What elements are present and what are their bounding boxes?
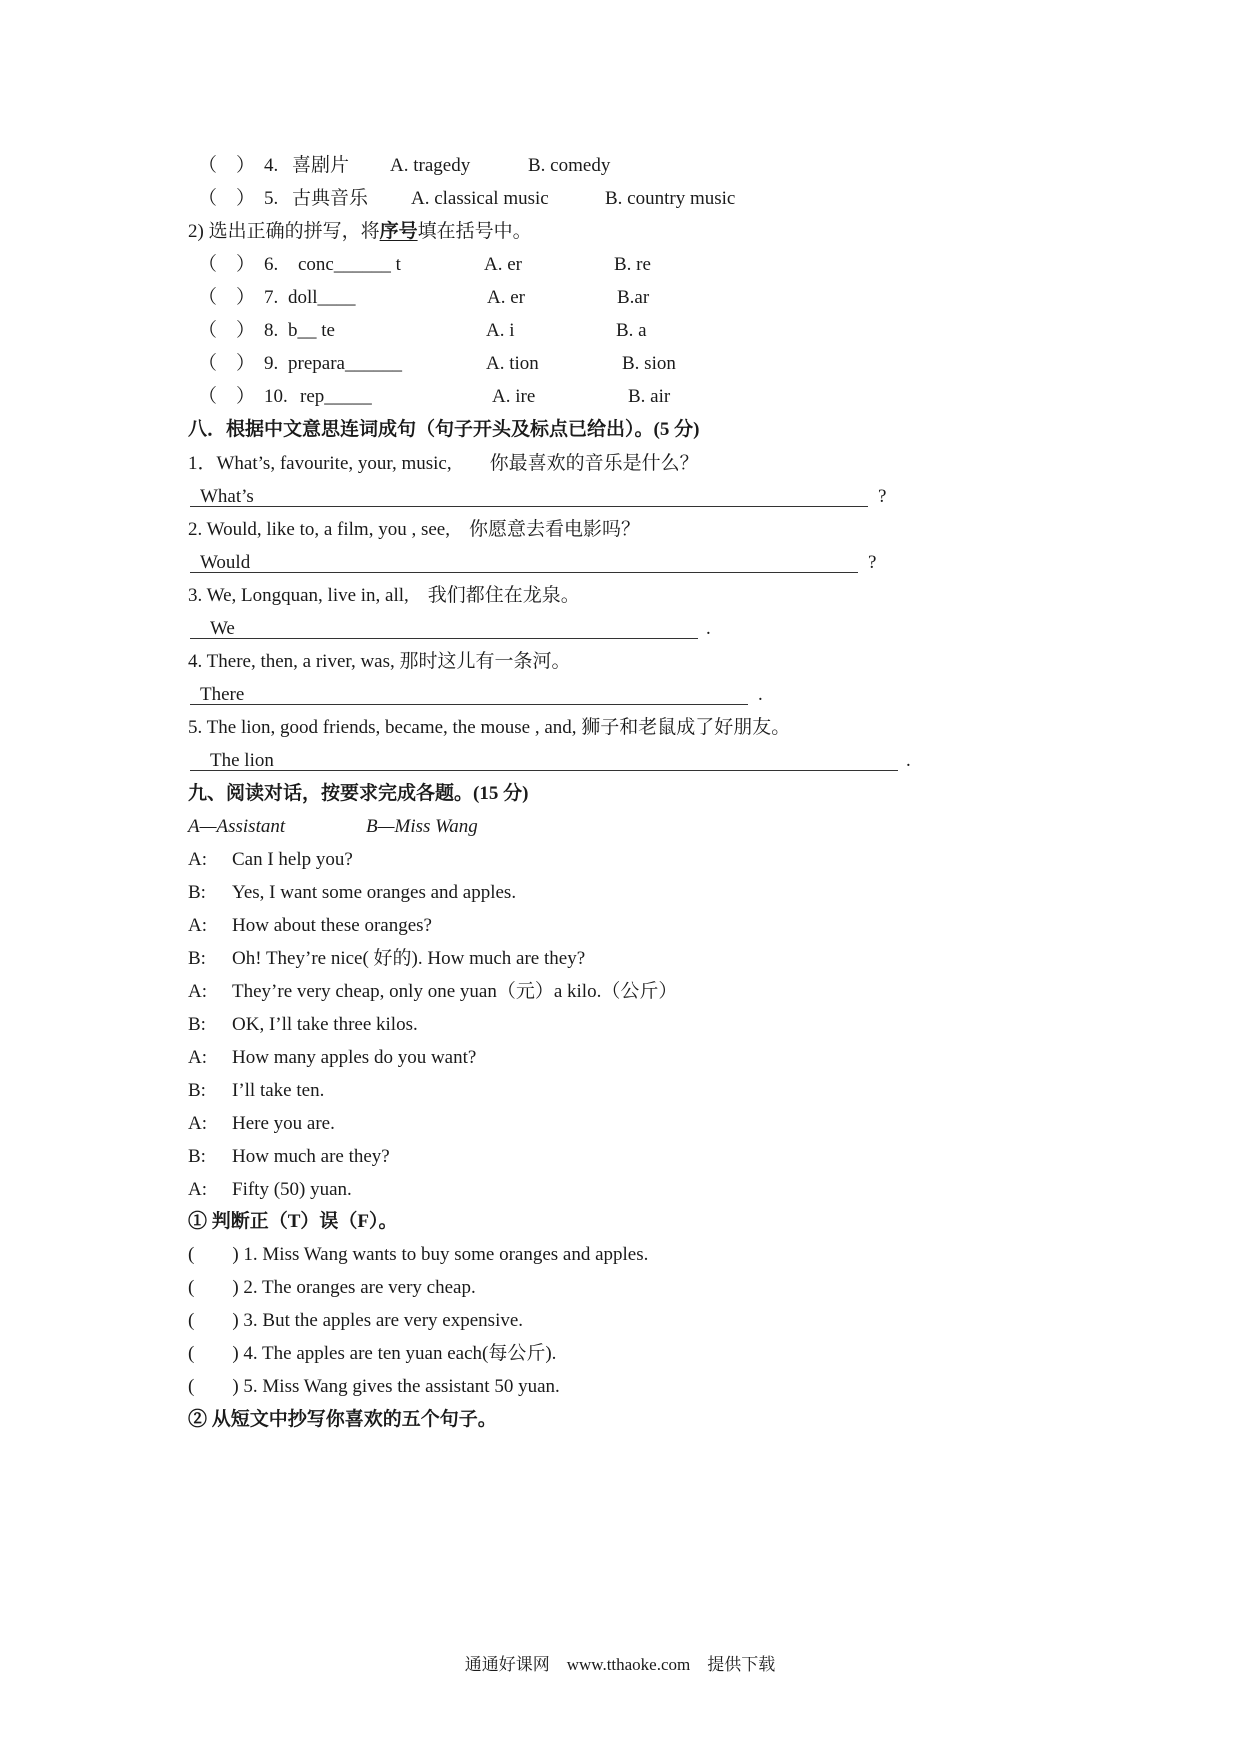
copy-title: ② 从短文中抄写你喜欢的五个句子。 <box>188 1409 497 1430</box>
option-b: B. re <box>614 254 651 275</box>
word-blank: conc______ t <box>298 254 401 275</box>
dialogue-text: Oh! They’re nice( 好的). How much are they? <box>232 948 586 969</box>
answer-blank[interactable] <box>190 704 748 705</box>
answer-paren[interactable]: （ ） <box>198 287 256 308</box>
option-a: A. tion <box>486 353 539 374</box>
word-blank: rep_____ <box>300 386 372 407</box>
tf-item[interactable]: ( ) 5. Miss Wang gives the assistant 50 yuan. <box>188 1376 560 1397</box>
item-number: 4. <box>264 155 279 176</box>
sentence-start: There <box>200 684 245 705</box>
option-b: B. air <box>628 386 671 407</box>
item-number: 6. <box>264 254 279 275</box>
dialogue-text: Fifty (50) yuan. <box>232 1179 352 1200</box>
option-b: B. comedy <box>528 155 611 176</box>
sentence-end: ? <box>878 486 887 507</box>
option-a: A. er <box>484 254 522 275</box>
sentence-start: We <box>210 618 235 639</box>
role-a: A—Assistant <box>188 816 286 837</box>
dialogue-text: Yes, I want some oranges and apples. <box>232 882 517 903</box>
speaker-label: A: <box>188 1179 207 1200</box>
item-number: 8. <box>264 320 279 341</box>
answer-blank[interactable] <box>190 770 898 771</box>
answer-paren[interactable]: （ ） <box>198 254 256 275</box>
sentence-prompt: 3. We, Longquan, live in, all, 我们都住在龙泉。 <box>188 585 580 606</box>
answer-paren[interactable]: （ ） <box>198 320 256 341</box>
dialogue-text: How much are they? <box>232 1146 390 1167</box>
word-blank: doll____ <box>288 287 356 308</box>
section8-title: 八．根据中文意思连词成句（句子开头及标点已给出）。(5 分) <box>188 419 700 440</box>
answer-paren[interactable]: （ ） <box>198 386 256 407</box>
answer-paren[interactable]: （ ） <box>198 155 256 176</box>
speaker-label: B: <box>188 1014 206 1035</box>
instruction-key: 序号 <box>379 221 418 242</box>
option-a: A. i <box>486 320 515 341</box>
dialogue-text: How many apples do you want? <box>232 1047 477 1068</box>
tf-title: ① 判断正（T）误（F）。 <box>188 1211 398 1232</box>
word-blank: b__ te <box>288 320 335 341</box>
speaker-label: B: <box>188 1146 206 1167</box>
dialogue-text: Can I help you? <box>232 849 353 870</box>
tf-item[interactable]: ( ) 4. The apples are ten yuan each(每公斤). <box>188 1343 557 1364</box>
instruction-suffix: 填在括号中。 <box>417 221 532 242</box>
dialogue-text: They’re very cheap, only one yuan（元）a kilo.（公斤） <box>232 981 678 1002</box>
speaker-label: A: <box>188 1047 207 1068</box>
sentence-prompt: 4. There, then, a river, was, 那时这儿有一条河。 <box>188 651 571 672</box>
tf-item[interactable]: ( ) 3. But the apples are very expensive. <box>188 1310 524 1331</box>
option-b: B. a <box>616 320 647 341</box>
sentence-end: . <box>906 750 911 771</box>
sentence-end: . <box>758 684 763 705</box>
sentence-end: . <box>706 618 711 639</box>
answer-paren[interactable]: （ ） <box>198 353 256 374</box>
item-number: 7. <box>264 287 279 308</box>
dialogue-text: Here you are. <box>232 1113 335 1134</box>
answer-blank[interactable] <box>190 638 698 639</box>
spelling-instruction <box>188 220 532 244</box>
item-number: 10. <box>264 386 288 407</box>
chinese-term: 古典音乐 <box>292 188 369 209</box>
instruction-prefix: 2) 选出正确的拼写，将 <box>188 221 380 242</box>
footer: 通通好课网 www.tthaoke.com 提供下载 <box>464 1655 776 1674</box>
sentence-start: What’s <box>200 486 254 507</box>
item-number: 9. <box>264 353 279 374</box>
option-a: A. classical music <box>411 188 549 209</box>
role-b: B—Miss Wang <box>366 816 478 837</box>
speaker-label: B: <box>188 882 206 903</box>
option-a: A. tragedy <box>390 155 471 176</box>
answer-paren[interactable]: （ ） <box>198 188 256 209</box>
answer-blank[interactable] <box>190 572 858 573</box>
option-b: B.ar <box>617 287 650 308</box>
sentence-start: The lion <box>210 750 274 771</box>
speaker-label: A: <box>188 849 207 870</box>
sentence-start: Would <box>200 552 251 573</box>
section9-title: 九、阅读对话，按要求完成各题。(15 分) <box>188 783 529 804</box>
dialogue-text: OK, I’ll take three kilos. <box>232 1014 418 1035</box>
speaker-label: B: <box>188 948 206 969</box>
dialogue-text: I’ll take ten. <box>232 1080 325 1101</box>
option-a: A. er <box>487 287 525 308</box>
option-b: B. country music <box>605 188 736 209</box>
item-number: 5. <box>264 188 279 209</box>
speaker-label: A: <box>188 981 207 1002</box>
tf-item[interactable]: ( ) 1. Miss Wang wants to buy some oranges and apples. <box>188 1244 649 1265</box>
answer-blank[interactable] <box>190 506 868 507</box>
sentence-prompt: 2. Would, like to, a film, you , see, 你愿意去看电影吗？ <box>188 519 640 540</box>
speaker-label: A: <box>188 1113 207 1134</box>
speaker-label: A: <box>188 915 207 936</box>
dialogue-text: How about these oranges? <box>232 915 432 936</box>
option-b: B. sion <box>622 353 676 374</box>
chinese-term: 喜剧片 <box>292 155 350 176</box>
sentence-end: ? <box>868 552 877 573</box>
tf-item[interactable]: ( ) 2. The oranges are very cheap. <box>188 1277 476 1298</box>
word-blank: prepara______ <box>288 353 402 374</box>
sentence-prompt: 1．What’s, favourite, your, music, 你最喜欢的音乐是什么？ <box>188 453 699 474</box>
speaker-label: B: <box>188 1080 206 1101</box>
option-a: A. ire <box>492 386 536 407</box>
sentence-prompt: 5. The lion, good friends, became, the mouse , and, 狮子和老鼠成了好朋友。 <box>188 717 791 738</box>
